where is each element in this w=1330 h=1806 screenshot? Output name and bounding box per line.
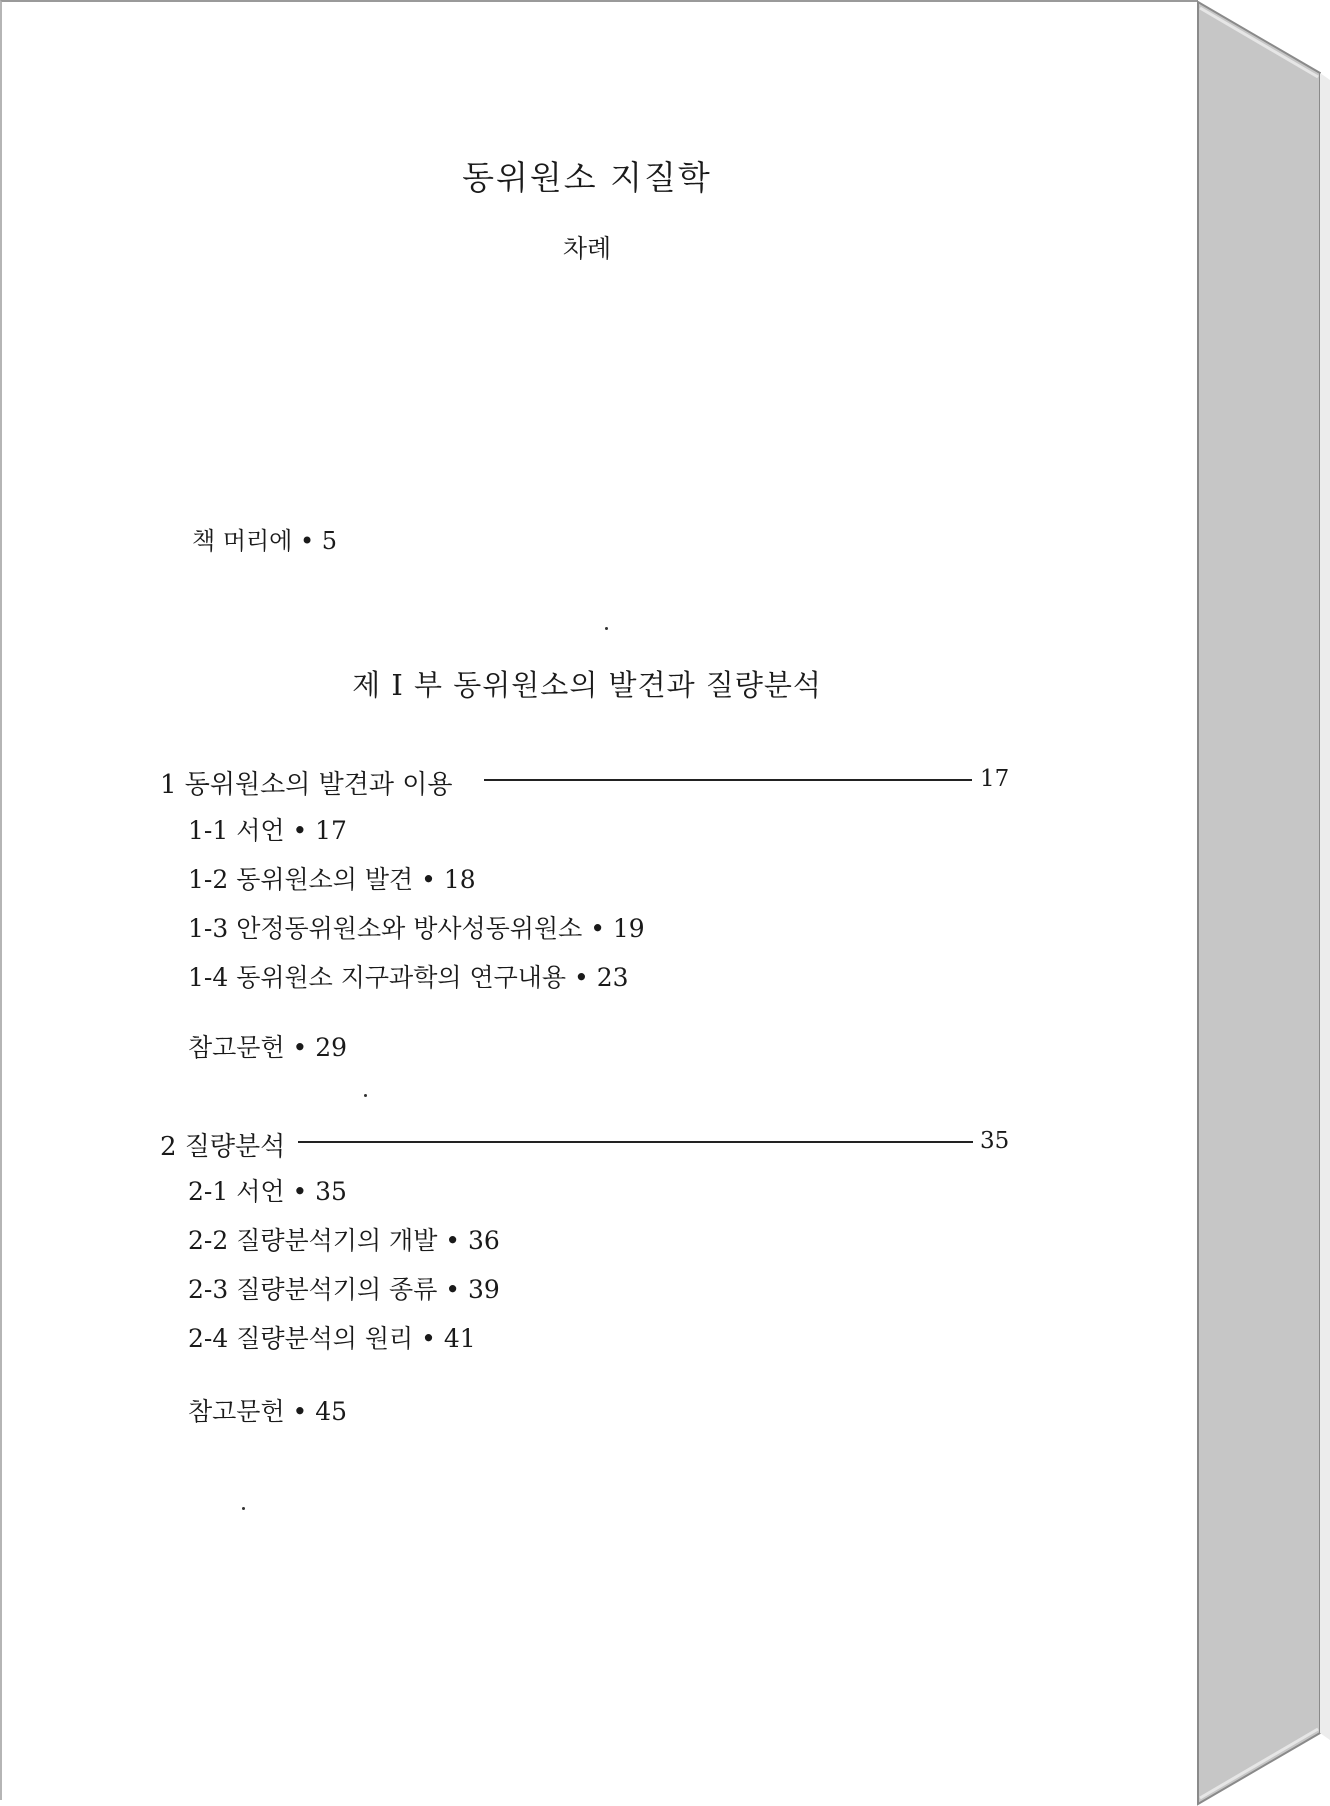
- toc-entry-preface[interactable]: 책 머리에 • 5: [192, 527, 338, 555]
- chapter-2-page: 35: [980, 1128, 1010, 1154]
- chapter-1-title[interactable]: 1 동위원소의 발견과 이용: [160, 770, 453, 800]
- section-2-1[interactable]: 2-1 서언 • 35: [188, 1177, 347, 1206]
- part-heading: 제 I 부 동위원소의 발견과 질량분석: [352, 668, 822, 702]
- section-2-2[interactable]: 2-2 질량분석기의 개발 • 36: [188, 1226, 500, 1255]
- section-1-2[interactable]: 1-2 동위원소의 발견 • 18: [188, 865, 476, 894]
- chapter-1-references[interactable]: 참고문헌 • 29: [188, 1033, 348, 1062]
- book-title: 동위원소 지질학: [462, 158, 712, 197]
- section-1-1[interactable]: 1-1 서언 • 17: [188, 816, 347, 845]
- chapter-2-references[interactable]: 참고문헌 • 45: [188, 1397, 348, 1426]
- contents-heading: 차례: [562, 234, 612, 263]
- chapter-1-page: 17: [980, 766, 1010, 792]
- chapter-2-title[interactable]: 2 질량분석: [160, 1132, 286, 1162]
- section-1-3[interactable]: 1-3 안정동위원소와 방사성동위원소 • 19: [188, 914, 645, 943]
- section-1-4[interactable]: 1-4 동위원소 지구과학의 연구내용 • 23: [188, 963, 629, 992]
- section-2-4[interactable]: 2-4 질량분석의 원리 • 41: [188, 1324, 476, 1353]
- section-2-3[interactable]: 2-3 질량분석기의 종류 • 39: [188, 1275, 500, 1304]
